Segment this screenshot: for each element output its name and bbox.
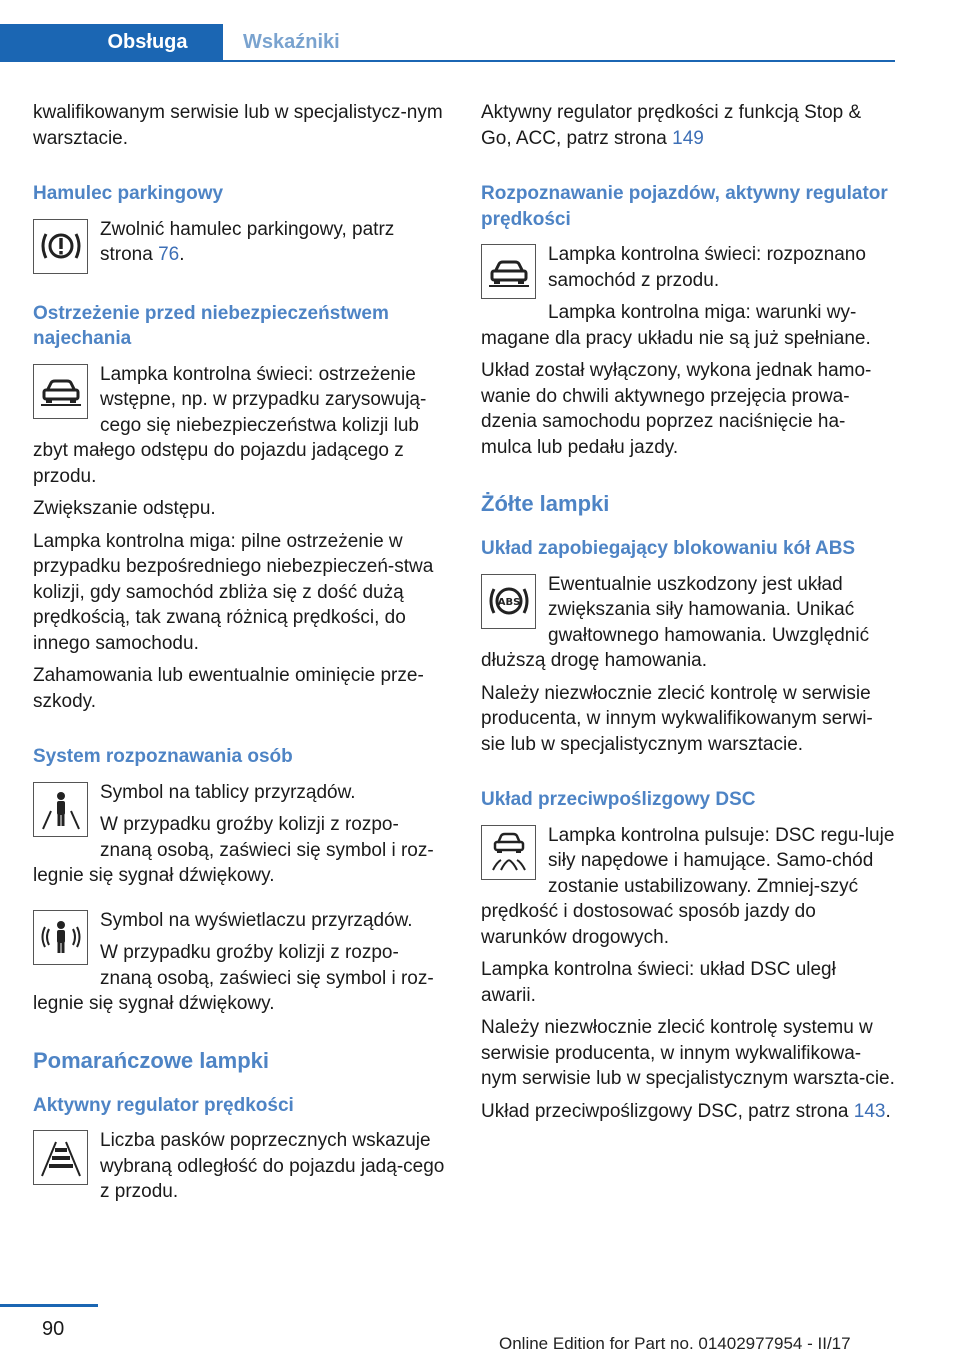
page-link-76[interactable]: 76: [158, 244, 180, 265]
vehicle-detected-icon: [481, 244, 536, 299]
rozpoznawanie-p1: Lampka kontrolna świeci: rozpoznano samochód z przodu.: [548, 244, 866, 291]
acc-text: Liczba pasków poprzecznych wskazuje wybraną odległość do pojazdu jadą‐cego z przodu.: [100, 1130, 445, 1202]
heading-hamulec: Hamulec parkingowy: [33, 183, 224, 204]
header-tabs: [0, 0, 895, 62]
ostrzezenie-p3: Lampka kontrolna miga: pilne ostrzeżenie w przypadku bezpośredniego niebezpieczeń‐stwa kolizji, gdy samochód zbliża się z dość dużą prędkością, tak zwaną różnicą prędkości, do innego samochodu.: [33, 530, 434, 654]
rozpoznawanie-p2: Lampka kontrolna miga: warunki wy‐magane dla pracy układu nie są już spełniane.: [481, 302, 871, 349]
page-link-149[interactable]: 149: [672, 127, 704, 149]
rozpoznawanie-row: [481, 242, 896, 351]
right-column: [481, 100, 896, 1131]
heading-osoby: System rozpoznawania osób: [33, 746, 293, 767]
ostrzezenie-p2: Zwiększanie odstępu.: [33, 498, 216, 519]
ostrzezenie-p1: Lampka kontrolna świeci: ostrzeżenie wstępne, np. w przypadku zarysowują‐cego się niebezpieczeństwa kolizji lub zbyt małego odstępu do pojazdu jadącego z przodu.: [33, 363, 427, 487]
osoby-p3: Symbol na wyświetlaczu przyrządów.: [100, 909, 413, 931]
pedestrian-sound-icon: [33, 910, 88, 965]
abs-row: [481, 572, 896, 674]
edition-text: Online Edition for Part no. 01402977954 - II/17: [499, 1334, 851, 1353]
dsc-icon: [481, 825, 536, 880]
dsc-ref-text: Układ przeciwpoślizgowy DSC, patrz strona: [481, 1100, 854, 1122]
distance-bars-icon: [33, 1130, 88, 1185]
abs-p2: Należy niezwłocznie zlecić kontrolę w serwisie producenta, w innym wykwalifikowanym serwi‐sie lub w specjalistycznym warsztacie.: [481, 682, 873, 755]
acc-ref-text: Aktywny regulator prędkości z funkcją Stop & Go, ACC, patrz strona: [481, 102, 862, 149]
footer-divider: [0, 1304, 98, 1307]
hamulec-text-end: .: [179, 244, 185, 265]
heading-abs: Układ zapobiegający blokowaniu kół ABS: [481, 538, 856, 559]
page-link-143[interactable]: 143: [853, 1100, 886, 1122]
dsc-p2: Lampka kontrolna świeci: układ DSC uległ awarii.: [481, 959, 836, 1006]
osoby-p2: W przypadku groźby kolizji z rozpo‐znaną osobą, zaświeci się symbol i roz‐legnie się sygnał dźwiękowy.: [33, 814, 434, 886]
hamulec-text: Zwolnić hamulec parkingowy, patrz strona: [100, 218, 395, 265]
heading-acc: Aktywny regulator prędkości: [33, 1094, 294, 1116]
page-number: 90: [42, 1318, 65, 1340]
heading-pomaranczowe: Pomarańczowe lampki: [33, 1047, 269, 1073]
dsc-ref-end: .: [885, 1100, 891, 1122]
osoby-row-2: [33, 908, 448, 1017]
dsc-row: [481, 823, 896, 951]
rozpoznawanie-p3: Układ został wyłączony, wykona jednak hamo‐wanie do chwili aktywnego przejęcia prowa‐dzenia samochodu poprzez naciśnięcie ha‐mulca lub pedału jazdy.: [481, 360, 872, 458]
tab-wskazniki[interactable]: Wskaźniki: [243, 31, 340, 53]
osoby-p1: Symbol na tablicy przyrządów.: [100, 781, 356, 803]
left-column: [33, 100, 448, 1212]
dsc-p1: Lampka kontrolna pulsuje: DSC regu‐luje siły napędowe i hamujące. Samo‐chód zostanie ustabilizowany. Zmniej‐szyć prędkość i dostosować sposób jazdy do warunków drogowych.: [481, 824, 895, 948]
heading-rozpoznawanie: Rozpoznawanie pojazdów, aktywny regulator prędkości: [481, 183, 888, 230]
ostrzezenie-p4: Zahamowania lub ewentualnie ominięcie prze‐szkody.: [33, 665, 424, 712]
osoby-row-1: [33, 780, 448, 889]
hamulec-row: [33, 217, 448, 278]
dsc-p3: Należy niezwłocznie zlecić kontrolę systemu w serwisie producenta, w innym wykwalifikowa‐nym serwisie lub w specjalistycznym warszta‐cie.: [481, 1017, 895, 1089]
header-divider: [0, 60, 895, 62]
collision-warning-icon: [33, 364, 88, 419]
heading-dsc: Układ przeciwpoślizgowy DSC: [481, 789, 756, 810]
tab-obsluga[interactable]: Obsługa: [0, 24, 223, 61]
acc-row: [33, 1128, 448, 1212]
pedestrian-road-icon: [33, 782, 88, 837]
intro-text: kwalifikowanym serwisie lub w specjalistycz‐nym warsztacie.: [33, 102, 443, 149]
osoby-p4: W przypadku groźby kolizji z rozpo‐znaną osobą, zaświeci się symbol i roz‐legnie się sygnał dźwiękowy.: [33, 942, 434, 1014]
parking-brake-icon: [33, 219, 88, 274]
ostrzezenie-row: [33, 362, 448, 490]
heading-ostrzezenie: Ostrzeżenie przed niebezpieczeństwem najechania: [33, 302, 389, 349]
abs-icon: [481, 574, 536, 629]
heading-zolte: Żółte lampki: [481, 491, 610, 516]
svg-text:ABS: ABS: [497, 597, 520, 608]
abs-p1: Ewentualnie uszkodzony jest układ zwiększania siły hamowania. Unikać gwałtownego hamowania. Uwzględnić dłuższą drogę hamowania.: [481, 573, 870, 671]
